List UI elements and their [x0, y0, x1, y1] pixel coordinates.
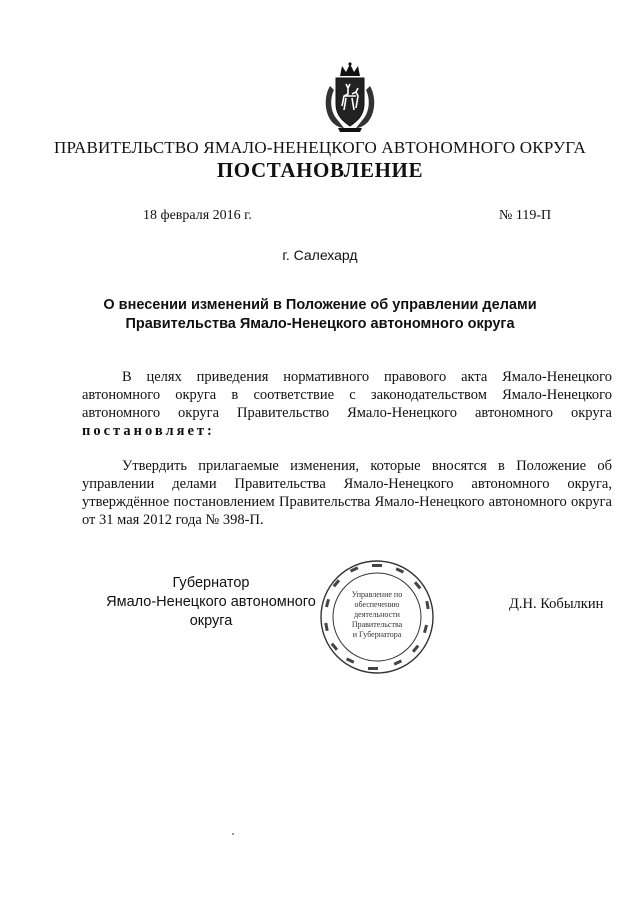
stamp-line-2: обеспечению: [354, 600, 400, 609]
title-line-1: О внесении изменений в Положение об управлении делами: [103, 297, 537, 313]
paragraph-1-text: В целях приведения нормативного правового акта Ямало-Ненецкого автономного округа в соответствие с законодательством Ямало-Ненецкого автономного округа Правительство Ямало-Ненецкого автономного округа: [82, 369, 612, 421]
title-line-2: Правительства Ямало-Ненецкого автономного округа: [125, 316, 515, 332]
stamp-line-1: Управление по: [351, 590, 403, 599]
stamp-line-3: деятельности: [354, 610, 400, 619]
signatory-name: Д.Н. Кобылкин: [509, 596, 604, 612]
signatory-position-line-2: Ямало-Ненецкого автономного округа: [106, 594, 316, 629]
signatory-position: [86, 574, 336, 631]
stamp-center-text: [336, 590, 418, 640]
stamp-line-5: и Губернатора: [352, 630, 402, 639]
body-paragraph-1: [82, 368, 612, 440]
body-paragraph-2: Утвердить прилагаемые изменения, которые вносятся в Положение об управлении делами Правительства Ямало-Ненецкого автономного округа, утверждённое постановлением Правительства Ямало-Ненецкого автономного округа от 31 мая 2012 года № 398-П.: [82, 458, 612, 528]
resolution-keyword: постановляет:: [82, 423, 215, 439]
coat-of-arms-emblem: [322, 62, 378, 134]
scan-speck: [232, 833, 234, 835]
document-title: [60, 296, 580, 334]
stamp-line-4: Правительства: [351, 620, 403, 629]
organization-name: ПРАВИТЕЛЬСТВО ЯМАЛО-НЕНЕЦКОГО АВТОНОМНОГО ОКРУГА: [54, 138, 586, 157]
document-type: ПОСТАНОВЛЕНИЕ: [216, 158, 424, 182]
document-date: 18 февраля 2016 г.: [143, 208, 252, 223]
document-number: № 119-П: [499, 208, 552, 223]
document-city: г. Салехард: [282, 247, 358, 263]
signatory-position-line-1: Губернатор: [172, 575, 250, 591]
